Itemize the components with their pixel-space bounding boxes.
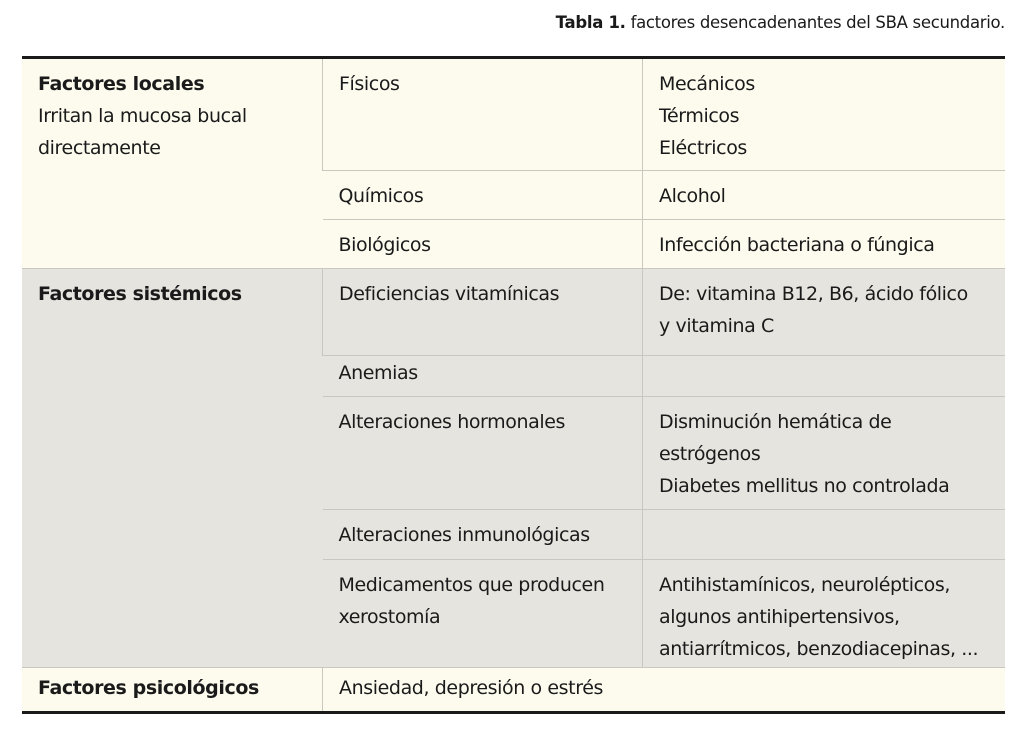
type-label: xerostomía xyxy=(338,606,441,628)
example-text: Disminución hemática de xyxy=(659,411,892,433)
type-cell xyxy=(323,668,1006,713)
group-subtitle: Irritan la mucosa bucal xyxy=(38,105,247,127)
examples-cell xyxy=(643,397,1006,510)
type-label: Ansiedad, depresión o estrés xyxy=(339,677,604,699)
examples-cell xyxy=(643,220,1006,269)
example-text: Mecánicos xyxy=(659,73,755,95)
examples-cell xyxy=(643,269,1006,356)
type-cell xyxy=(323,58,643,171)
examples-cell xyxy=(643,560,1006,668)
example-text: Térmicos xyxy=(659,105,740,127)
type-cell xyxy=(323,397,643,510)
type-label: Físicos xyxy=(339,73,400,95)
table-caption xyxy=(556,13,1005,32)
table-row xyxy=(22,58,1005,171)
caption-text: factores desencadenantes del SBA secundario. xyxy=(625,13,1005,32)
type-cell xyxy=(323,560,643,668)
group-subtitle: directamente xyxy=(38,137,161,159)
type-label: Biológicos xyxy=(338,234,431,256)
examples-cell xyxy=(643,510,1006,560)
type-cell xyxy=(323,171,643,220)
type-label: Deficiencias vitamínicas xyxy=(339,283,560,305)
example-text: y vitamina C xyxy=(659,315,774,337)
example-text: antiarrítmicos, benzodiacepinas, ... xyxy=(659,638,979,660)
type-label: Químicos xyxy=(338,185,424,207)
example-text: Antihistamínicos, neurolépticos, xyxy=(659,574,950,596)
example-text: algunos antihipertensivos, xyxy=(659,606,900,628)
group-cell-sistemicos xyxy=(22,269,323,668)
examples-cell xyxy=(643,356,1006,397)
caption-label: Tabla 1. xyxy=(555,13,626,32)
examples-cell xyxy=(643,171,1006,220)
group-title: Factores psicológicos xyxy=(38,677,259,699)
type-label: Medicamentos que producen xyxy=(338,574,605,596)
group-cell-psicologicos xyxy=(22,668,323,713)
type-label: Anemias xyxy=(338,362,418,384)
type-label: Alteraciones hormonales xyxy=(338,411,566,433)
example-text: De: vitamina B12, B6, ácido fólico xyxy=(659,283,968,305)
examples-cell xyxy=(643,58,1006,171)
group-title: Factores locales xyxy=(38,73,205,95)
example-text: Infección bacteriana o fúngica xyxy=(659,234,935,256)
example-text: Eléctricos xyxy=(659,137,747,159)
triggers-table xyxy=(22,56,1005,714)
type-cell xyxy=(323,356,643,397)
table-row xyxy=(22,668,1005,713)
type-cell xyxy=(323,510,643,560)
example-text: Alcohol xyxy=(659,185,726,207)
table-row xyxy=(22,269,1005,356)
example-text: estrógenos xyxy=(659,443,761,465)
type-cell xyxy=(323,220,643,269)
type-cell xyxy=(323,269,643,356)
group-cell-locales xyxy=(22,58,323,269)
example-text: Diabetes mellitus no controlada xyxy=(659,475,950,497)
type-label: Alteraciones inmunológicas xyxy=(338,524,590,546)
group-title: Factores sistémicos xyxy=(38,283,242,305)
